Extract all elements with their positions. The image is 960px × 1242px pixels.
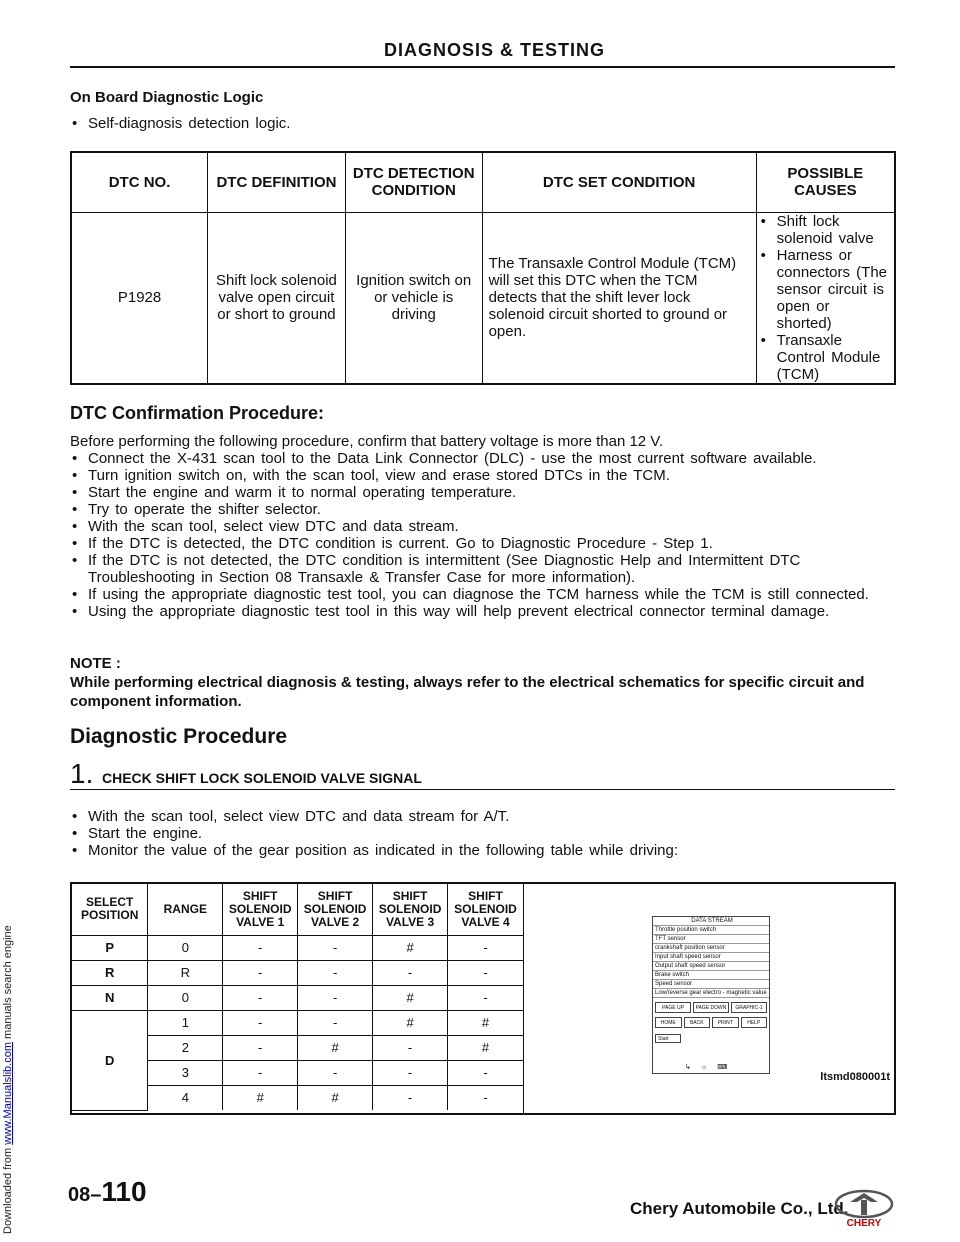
obd-title: On Board Diagnostic Logic <box>70 89 264 106</box>
gear-header-valve-4: SHIFT SOLENOID VALVE 4 <box>448 884 524 935</box>
help-button: HELP <box>741 1017 768 1028</box>
data-stream-item: Input shaft speed sensor <box>653 953 769 962</box>
range-cell: R <box>148 960 223 985</box>
valve-cell: - <box>223 1035 298 1060</box>
valve-cell: - <box>223 960 298 985</box>
data-stream-item: Throttle position switch <box>653 926 769 935</box>
step-number: 1. <box>70 758 94 789</box>
dtc-possible-causes <box>756 212 895 384</box>
valve-cell: - <box>373 960 448 985</box>
step-bullet: • With the scan tool, select view DTC and data stream for A/T. <box>70 808 895 825</box>
table-row <box>72 935 524 960</box>
valve-cell: - <box>448 1085 524 1110</box>
dtc-header-detection: DTC DETECTION CONDITION <box>345 152 482 212</box>
dtc-table-header-row <box>71 152 895 212</box>
confirmation-step: • If the DTC is detected, the DTC condition is current. Go to Diagnostic Procedure - Step 1. <box>70 535 895 552</box>
confirmation-step: • Connect the X-431 scan tool to the Data Link Connector (DLC) - use the most current software available. <box>70 450 895 467</box>
range-cell: 0 <box>148 935 223 960</box>
dtc-definition: Shift lock solenoid valve open circuit or short to ground <box>208 212 346 384</box>
keyboard-icon: ⌨ <box>717 1064 738 1071</box>
gear-header-valve-2: SHIFT SOLENOID VALVE 2 <box>298 884 373 935</box>
data-stream-screen <box>652 916 770 1074</box>
confirmation-title: DTC Confirmation Procedure: <box>70 403 325 423</box>
step-1-bullets <box>70 808 895 859</box>
start-button: Start <box>655 1034 681 1043</box>
valve-cell: - <box>223 985 298 1010</box>
download-banner <box>0 0 16 1242</box>
dtc-number: P1928 <box>71 212 208 384</box>
print-button: PRINT <box>712 1017 739 1028</box>
select-position: R <box>72 960 148 985</box>
page-down-button: PAGE DOWN <box>693 1002 729 1013</box>
valve-cell: - <box>298 960 373 985</box>
data-stream-item: Low/reverse gear electro - magnetic value <box>653 989 769 998</box>
data-stream-item: Output shaft speed sensor <box>653 962 769 971</box>
step-bullet: • Monitor the value of the gear position as indicated in the following table while driving: <box>70 842 895 859</box>
valve-cell: - <box>448 1060 524 1085</box>
back-button: BACK <box>684 1017 711 1028</box>
valve-cell: # <box>373 935 448 960</box>
valve-cell: - <box>448 960 524 985</box>
gear-header-valve-1: SHIFT SOLENOID VALVE 1 <box>223 884 298 935</box>
step-title: CHECK SHIFT LOCK SOLENOID VALVE SIGNAL <box>102 770 422 786</box>
valve-cell: # <box>223 1085 298 1110</box>
select-position: P <box>72 935 148 960</box>
range-cell: 2 <box>148 1035 223 1060</box>
confirmation-step: • Turn ignition switch on, with the scan tool, view and erase stored DTCs in the TCM. <box>70 467 895 484</box>
valve-cell: # <box>298 1085 373 1110</box>
range-cell: 3 <box>148 1060 223 1085</box>
taskbar-icons <box>685 1063 737 1071</box>
page-number <box>68 1176 147 1208</box>
valve-cell: - <box>373 1085 448 1110</box>
valve-cell: - <box>373 1035 448 1060</box>
valve-cell: # <box>373 1010 448 1035</box>
data-stream-item: Speed sensor <box>653 980 769 989</box>
confirmation-step: • Try to operate the shifter selector. <box>70 501 895 518</box>
obd-section <box>70 89 895 132</box>
valve-cell: - <box>298 985 373 1010</box>
note-label: NOTE : <box>70 655 121 672</box>
page-header-title: DIAGNOSIS & TESTING <box>383 40 605 60</box>
cause-item: • Transaxle Control Module (TCM) <box>759 332 888 383</box>
diagnostic-procedure-title: Diagnostic Procedure <box>70 725 288 748</box>
confirmation-step: • Using the appropriate diagnostic test tool in this way will help prevent electrical connector terminal damage. <box>70 603 895 620</box>
cause-item: • Shift lock solenoid valve <box>759 213 888 247</box>
manualslib-link[interactable]: www.Manualslib.com <box>2 1042 14 1145</box>
home-button: HOME <box>655 1017 682 1028</box>
data-stream-item: TFT sensor <box>653 935 769 944</box>
select-position: D <box>72 1010 148 1110</box>
valve-cell: - <box>448 985 524 1010</box>
gear-header-range: RANGE <box>148 884 223 935</box>
gear-header-valve-3: SHIFT SOLENOID VALVE 3 <box>373 884 448 935</box>
cause-item: • Harness or connectors (The sensor circuit is open or shorted) <box>759 247 888 332</box>
range-cell: 4 <box>148 1085 223 1110</box>
dtc-header-definition: DTC DEFINITION <box>208 152 346 212</box>
valve-cell: # <box>448 1035 524 1060</box>
dtc-table-row <box>71 212 895 384</box>
confirmation-step: • If the DTC is not detected, the DTC condition is intermittent (See Diagnostic Help and Intermittent DTC Troubleshooting in Section 08 Transaxle & Transfer Case for more information). <box>70 552 895 586</box>
confirmation-step: • If using the appropriate diagnostic test tool, you can diagnose the TCM harness while the TCM is still connected. <box>70 586 895 603</box>
bulb-icon: ☼ <box>700 1064 718 1071</box>
note-text: While performing electrical diagnosis & testing, always refer to the electrical schematics for specific circuit and component information. <box>70 674 865 710</box>
range-cell: 0 <box>148 985 223 1010</box>
dtc-set-condition: The Transaxle Control Module (TCM) will set this DTC when the TCM detects that the shift lever lock solenoid circuit shorted to ground or open. <box>482 212 756 384</box>
select-position: N <box>72 985 148 1010</box>
section-number: 08– <box>68 1184 102 1206</box>
table-row <box>72 1010 524 1035</box>
valve-cell: - <box>298 1010 373 1035</box>
dtc-header-no: DTC NO. <box>71 152 208 212</box>
table-row <box>72 985 524 1010</box>
dtc-detection-condition: Ignition switch on or vehicle is driving <box>345 212 482 384</box>
valve-cell: # <box>298 1035 373 1060</box>
valve-cell: # <box>448 1010 524 1035</box>
data-stream-item: Brake switch <box>653 971 769 980</box>
gear-header-position: SELECT POSITION <box>72 884 148 935</box>
cursor-icon: ↳ <box>685 1064 701 1071</box>
dtc-header-causes: POSSIBLE CAUSES <box>756 152 895 212</box>
download-banner-prefix: Downloaded from <box>2 1144 14 1234</box>
figure-divider <box>523 884 524 1113</box>
valve-cell: - <box>223 935 298 960</box>
valve-cell: - <box>223 1010 298 1035</box>
step-1-heading <box>70 758 895 790</box>
download-banner-suffix: manuals search engine <box>2 925 14 1043</box>
dtc-header-set-condition: DTC SET CONDITION <box>482 152 756 212</box>
step-bullet: • Start the engine. <box>70 825 895 842</box>
valve-cell: - <box>298 935 373 960</box>
page-up-button: PAGE UP <box>655 1002 691 1013</box>
table-row <box>72 960 524 985</box>
gear-position-table <box>72 884 524 1111</box>
confirmation-section <box>70 433 895 620</box>
logo-text: CHERY <box>846 1218 882 1228</box>
valve-cell: - <box>298 1060 373 1085</box>
data-stream-title: DATA STREAM <box>653 917 769 926</box>
graphic-button: GRAPHIC-1 <box>731 1002 767 1013</box>
valve-cell: - <box>448 935 524 960</box>
chery-logo-icon <box>833 1188 895 1228</box>
confirmation-step: • With the scan tool, select view DTC and data stream. <box>70 518 895 535</box>
header-divider <box>70 66 895 68</box>
valve-cell: # <box>373 985 448 1010</box>
page-number-value: 110 <box>101 1176 147 1207</box>
gear-position-figure <box>70 882 896 1115</box>
valve-cell: - <box>223 1060 298 1085</box>
dtc-table <box>70 151 896 385</box>
confirmation-intro: Before performing the following procedure, confirm that battery voltage is more than 12 V. <box>70 433 664 450</box>
obd-bullet: • Self-diagnosis detection logic. <box>70 115 895 132</box>
confirmation-step: • Start the engine and warm it to normal operating temperature. <box>70 484 895 501</box>
data-stream-item: crankshaft position sensor <box>653 944 769 953</box>
note-section <box>70 655 895 711</box>
figure-id-label: ltsmd080001t <box>820 1071 890 1083</box>
gear-table-header-row <box>72 884 524 935</box>
company-name: Chery Automobile Co., Ltd. <box>630 1199 849 1218</box>
range-cell: 1 <box>148 1010 223 1035</box>
valve-cell: - <box>373 1060 448 1085</box>
